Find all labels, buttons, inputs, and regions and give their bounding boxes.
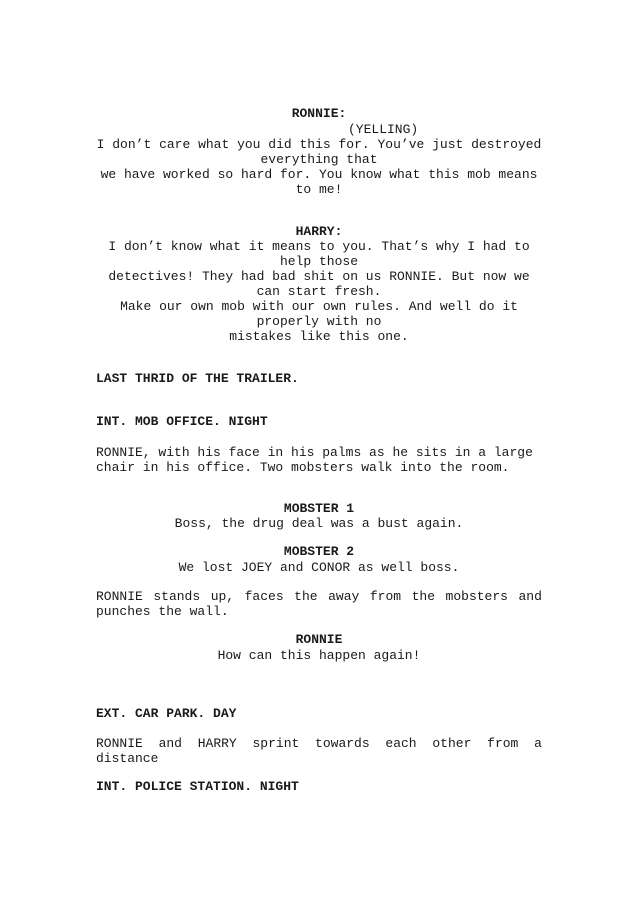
word: mobsters — [445, 589, 508, 604]
action-line: RONNIE, with his face in his palms as he sits in a large — [96, 445, 533, 460]
dialogue-line: to me! — [295, 182, 343, 197]
dialogue-line: I don’t know what it means to you. That’s why I had to — [108, 239, 530, 254]
word: and — [518, 589, 542, 604]
character-name-ronnie: RONNIE: — [291, 106, 347, 121]
action-line: chair in his office. Two mobsters walk into the room. — [96, 460, 510, 475]
character-name-mobster-1: MOBSTER 1 — [283, 501, 355, 516]
word: up, — [210, 589, 235, 604]
action-line: punches the wall. — [96, 604, 229, 619]
word: other — [432, 736, 472, 751]
character-name-mobster-2: MOBSTER 2 — [283, 544, 355, 559]
dialogue-line: we have worked so hard for. You know what this mob means — [100, 167, 538, 182]
word: towards — [315, 736, 370, 751]
word: from — [487, 736, 519, 751]
word: RONNIE — [96, 589, 143, 604]
dialogue-line: help those — [279, 254, 358, 269]
word: sprint — [252, 736, 300, 751]
dialogue-line: How can this happen again! — [217, 648, 421, 663]
dialogue-line: Make our own mob with our own rules. And well do it — [120, 299, 518, 314]
dialogue-line: everything that — [260, 152, 378, 167]
word: away — [328, 589, 360, 604]
dialogue-line: We lost JOEY and CONOR as well boss. — [178, 560, 460, 575]
word: faces — [244, 589, 284, 604]
word: a — [534, 736, 542, 751]
section-heading: LAST THRID OF THE TRAILER. — [96, 371, 299, 386]
dialogue-line: properly with no — [256, 314, 382, 329]
dialogue-line: detectives! They had bad shit on us RONNIE. But now we — [108, 269, 530, 284]
word: each — [385, 736, 417, 751]
word: from — [369, 589, 402, 604]
word: RONNIE — [96, 736, 143, 751]
word: the — [294, 589, 318, 604]
word: stands — [153, 589, 201, 604]
action-line-justified — [96, 736, 542, 751]
dialogue-line: can start fresh. — [256, 284, 382, 299]
scene-heading: INT. POLICE STATION. NIGHT — [96, 779, 299, 794]
scene-heading: EXT. CAR PARK. DAY — [96, 706, 237, 721]
word: and — [158, 736, 182, 751]
dialogue-line: mistakes like this one. — [229, 329, 409, 344]
character-name-harry: HARRY: — [295, 224, 343, 239]
scene-heading: INT. MOB OFFICE. NIGHT — [96, 414, 268, 429]
character-name-ronnie: RONNIE — [295, 632, 343, 647]
word: HARRY — [197, 736, 237, 751]
parenthetical: (YELLING) — [348, 122, 419, 137]
dialogue-line: I don’t care what you did this for. You’ve just destroyed — [96, 137, 542, 152]
dialogue-line: Boss, the drug deal was a bust again. — [174, 516, 464, 531]
action-line-justified — [96, 589, 542, 604]
word: the — [411, 589, 436, 604]
action-line: distance — [96, 751, 159, 766]
